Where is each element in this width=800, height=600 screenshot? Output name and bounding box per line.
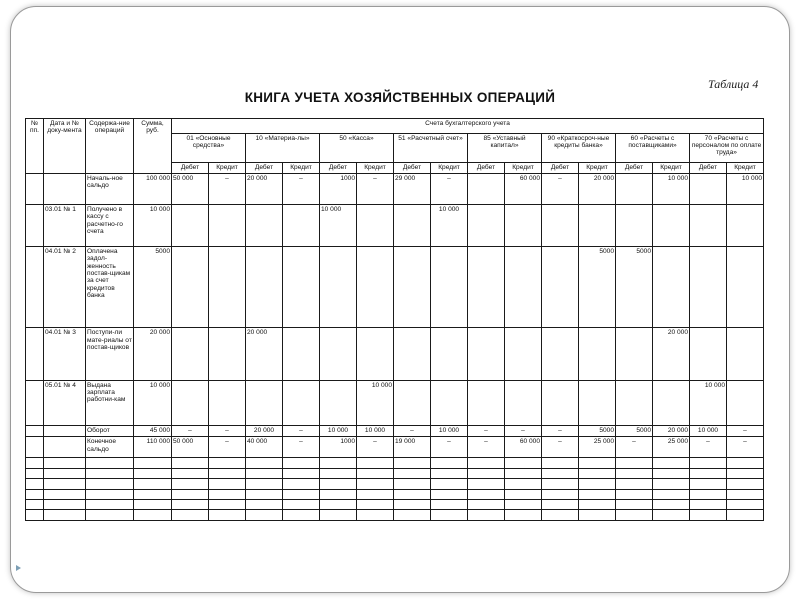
- empty-row: [26, 468, 764, 478]
- table-row: [26, 437, 764, 458]
- cell: [394, 205, 431, 247]
- cell: [394, 380, 431, 426]
- header-account-60: 60 «Расчеты с поставщиками»: [616, 133, 690, 162]
- cell: [579, 380, 616, 426]
- cell: [357, 328, 394, 380]
- row-date: 04.01 № 2: [44, 246, 86, 327]
- header-account-51: 51 «Расчетный счет»: [394, 133, 468, 162]
- cell: 10 000: [431, 426, 468, 437]
- row-num: [26, 328, 44, 380]
- row-content: Получено в кассу с расчетно-го счета: [86, 205, 134, 247]
- cell: [505, 205, 542, 247]
- cell: 5000: [616, 426, 653, 437]
- row-num: [26, 380, 44, 426]
- cell: [542, 328, 579, 380]
- cell: –: [431, 437, 468, 458]
- cell: 50 000: [172, 437, 209, 458]
- cell: –: [431, 173, 468, 204]
- cell: –: [505, 426, 542, 437]
- page-title: КНИГА УЧЕТА ХОЗЯЙСТВЕННЫХ ОПЕРАЦИЙ: [244, 90, 556, 105]
- header-account-50: 50 «Касса»: [320, 133, 394, 162]
- cell: [320, 380, 357, 426]
- header-credit: Кредит: [431, 162, 468, 173]
- cell: [616, 328, 653, 380]
- cell: 10 000: [357, 380, 394, 426]
- cell: [542, 380, 579, 426]
- table-row: [26, 246, 764, 327]
- cell: 50 000: [172, 173, 209, 204]
- ledger-table: [25, 118, 764, 521]
- cell: [579, 328, 616, 380]
- header-account-85: 85 «Уставный капитал»: [468, 133, 542, 162]
- header-credit: Кредит: [283, 162, 320, 173]
- cell: [505, 328, 542, 380]
- cell: [468, 246, 505, 327]
- cell: [431, 380, 468, 426]
- cell: [246, 380, 283, 426]
- header-row: [26, 119, 764, 134]
- row-num: [26, 426, 44, 437]
- table-row: [26, 426, 764, 437]
- cell: 25 000: [653, 437, 690, 458]
- cell: 60 000: [505, 173, 542, 204]
- cell: [283, 246, 320, 327]
- row-num: [26, 246, 44, 327]
- cell: [468, 173, 505, 204]
- header-credit: Кредит: [727, 162, 764, 173]
- cell: –: [616, 437, 653, 458]
- cell: 10 000: [690, 380, 727, 426]
- cell: 20 000: [653, 328, 690, 380]
- row-date: [44, 437, 86, 458]
- row-date: 03.01 № 1: [44, 205, 86, 247]
- table-row: [26, 380, 764, 426]
- header-account-70: 70 «Расчеты с персоналом по оплате труда»: [690, 133, 764, 162]
- cell: [209, 205, 246, 247]
- row-content: Конечное сальдо: [86, 437, 134, 458]
- cell: [172, 205, 209, 247]
- header-credit: Кредит: [505, 162, 542, 173]
- cell: 20 000: [246, 426, 283, 437]
- cell: –: [172, 426, 209, 437]
- header-date: Дата и № доку-мента: [44, 119, 86, 174]
- row-content: Оплачена задол-женность постав-щикам за счет кредитов банка: [86, 246, 134, 327]
- header-accounts-group: Счета бухгалтерского учета: [172, 119, 764, 134]
- header-debit: Дебет: [246, 162, 283, 173]
- cell: [468, 205, 505, 247]
- row-date: [44, 173, 86, 204]
- header-credit: Кредит: [209, 162, 246, 173]
- cell: [616, 205, 653, 247]
- table-row: [26, 328, 764, 380]
- cell: 5000: [579, 246, 616, 327]
- row-content: Поступи-ли мате-риалы от постав-щиков: [86, 328, 134, 380]
- row-content: Выдана зарплата работни-кам: [86, 380, 134, 426]
- cell: 5000: [616, 246, 653, 327]
- cell: [209, 328, 246, 380]
- empty-row: [26, 479, 764, 489]
- cell: 10 000: [690, 426, 727, 437]
- cell: [320, 246, 357, 327]
- cell: 20 000: [246, 328, 283, 380]
- cell: –: [357, 173, 394, 204]
- cell: –: [690, 437, 727, 458]
- cell: 10 000: [320, 426, 357, 437]
- cell: [246, 246, 283, 327]
- header-credit: Кредит: [653, 162, 690, 173]
- header-debit: Дебет: [394, 162, 431, 173]
- row-sum: 20 000: [134, 328, 172, 380]
- header-account-01: 01 «Основные средства»: [172, 133, 246, 162]
- cell: –: [209, 437, 246, 458]
- cell: [653, 246, 690, 327]
- slide-bullet-icon: [16, 565, 21, 571]
- row-num: [26, 437, 44, 458]
- cell: 25 000: [579, 437, 616, 458]
- cell: –: [542, 426, 579, 437]
- cell: 60 000: [505, 437, 542, 458]
- cell: [283, 380, 320, 426]
- cell: [616, 173, 653, 204]
- cell: –: [394, 426, 431, 437]
- cell: –: [357, 437, 394, 458]
- header-debit: Дебет: [320, 162, 357, 173]
- cell: 19 000: [394, 437, 431, 458]
- cell: –: [542, 173, 579, 204]
- cell: –: [727, 437, 764, 458]
- cell: 10 000: [653, 173, 690, 204]
- cell: 10 000: [357, 426, 394, 437]
- cell: [653, 205, 690, 247]
- header-debit: Дебет: [468, 162, 505, 173]
- cell: [727, 380, 764, 426]
- cell: [431, 246, 468, 327]
- empty-row: [26, 510, 764, 521]
- row-sum: 5000: [134, 246, 172, 327]
- cell: 5000: [579, 426, 616, 437]
- cell: [172, 246, 209, 327]
- cell: –: [209, 426, 246, 437]
- cell: [431, 328, 468, 380]
- header-debit: Дебет: [542, 162, 579, 173]
- cell: [209, 246, 246, 327]
- cell: –: [209, 173, 246, 204]
- cell: [468, 328, 505, 380]
- header-account-90: 90 «Краткосроч-ные кредиты банка»: [542, 133, 616, 162]
- cell: [616, 380, 653, 426]
- cell: [690, 328, 727, 380]
- empty-row: [26, 458, 764, 468]
- cell: –: [468, 426, 505, 437]
- table-row: [26, 205, 764, 247]
- header-debit: Дебет: [616, 162, 653, 173]
- cell: [172, 380, 209, 426]
- table-row: [26, 173, 764, 204]
- row-date: 04.01 № 3: [44, 328, 86, 380]
- cell: [394, 328, 431, 380]
- header-credit: Кредит: [579, 162, 616, 173]
- cell: [542, 205, 579, 247]
- row-sum: 110 000: [134, 437, 172, 458]
- cell: –: [468, 437, 505, 458]
- cell: [505, 246, 542, 327]
- row-sum: 10 000: [134, 380, 172, 426]
- row-num: [26, 173, 44, 204]
- table-label: Таблица 4: [708, 77, 759, 91]
- header-num: № пп.: [26, 119, 44, 174]
- cell: 20 000: [579, 173, 616, 204]
- cell: [357, 205, 394, 247]
- cell: 20 000: [246, 173, 283, 204]
- cell: –: [283, 426, 320, 437]
- cell: 1000: [320, 173, 357, 204]
- cell: –: [542, 437, 579, 458]
- cell: 10 000: [431, 205, 468, 247]
- header-debit: Дебет: [690, 162, 727, 173]
- cell: 10 000: [727, 173, 764, 204]
- cell: –: [283, 173, 320, 204]
- row-content: Началь-ное сальдо: [86, 173, 134, 204]
- cell: [579, 205, 616, 247]
- cell: –: [283, 437, 320, 458]
- row-sum: 10 000: [134, 205, 172, 247]
- cell: [209, 380, 246, 426]
- cell: [690, 246, 727, 327]
- row-sum: 100 000: [134, 173, 172, 204]
- row-sum: 45 000: [134, 426, 172, 437]
- cell: [653, 380, 690, 426]
- cell: [246, 205, 283, 247]
- header-debit: Дебет: [172, 162, 209, 173]
- cell: –: [727, 426, 764, 437]
- cell: 1000: [320, 437, 357, 458]
- cell: 29 000: [394, 173, 431, 204]
- cell: [357, 246, 394, 327]
- cell: [690, 173, 727, 204]
- row-date: 05.01 № 4: [44, 380, 86, 426]
- header-sum: Сумма, руб.: [134, 119, 172, 174]
- cell: [727, 328, 764, 380]
- cell: [320, 328, 357, 380]
- cell: 20 000: [653, 426, 690, 437]
- header-account-10: 10 «Материа-лы»: [246, 133, 320, 162]
- cell: [283, 205, 320, 247]
- header-credit: Кредит: [357, 162, 394, 173]
- cell: [690, 205, 727, 247]
- cell: 10 000: [320, 205, 357, 247]
- cell: [283, 328, 320, 380]
- empty-row: [26, 489, 764, 499]
- row-content: Оборот: [86, 426, 134, 437]
- empty-row: [26, 499, 764, 509]
- cell: [727, 205, 764, 247]
- cell: [468, 380, 505, 426]
- cell: [505, 380, 542, 426]
- row-num: [26, 205, 44, 247]
- header-content: Содержа-ние операций: [86, 119, 134, 174]
- cell: [727, 246, 764, 327]
- cell: [542, 246, 579, 327]
- cell: 40 000: [246, 437, 283, 458]
- cell: [172, 328, 209, 380]
- row-date: [44, 426, 86, 437]
- cell: [394, 246, 431, 327]
